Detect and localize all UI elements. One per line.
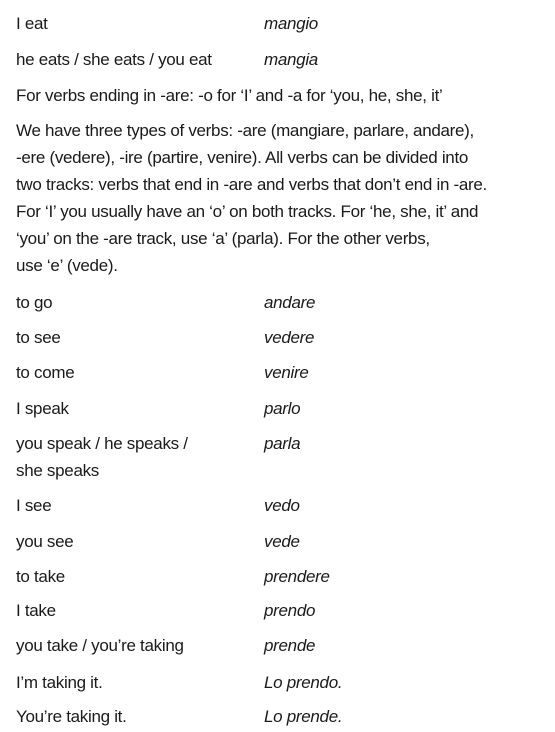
english-phrase: you take / you’re taking bbox=[16, 636, 184, 655]
explanation-line: use ‘e’ (vede). bbox=[16, 256, 118, 275]
explanation-line: We have three types of verbs: -are (mangiare, parlare, andare), bbox=[16, 121, 474, 140]
vocab-row bbox=[16, 430, 546, 486]
english-phrase: I eat bbox=[16, 14, 48, 33]
italian-phrase: parlo bbox=[264, 399, 301, 418]
italian-phrase: mangia bbox=[264, 50, 318, 69]
explanation-line: For ‘I’ you usually have an ‘o’ on both tracks. For ‘he, she, it’ and bbox=[16, 202, 479, 221]
italian-phrase: prende bbox=[264, 636, 316, 655]
rule-note: For verbs ending in -are: -o for ‘I’ and -a for ‘you, he, she, it’ bbox=[16, 86, 443, 105]
explanation-line: ‘you’ on the -are track, use ‘a’ (parla). For the other verbs, bbox=[16, 229, 430, 248]
italian-phrase: vede bbox=[264, 532, 300, 551]
english-phrase: I speak bbox=[16, 399, 69, 418]
italian-phrase: prendo bbox=[264, 601, 316, 620]
italian-phrase: Lo prendo. bbox=[264, 673, 343, 692]
italian-phrase: Lo prende. bbox=[264, 707, 343, 726]
english-phrase: to go bbox=[16, 293, 53, 312]
italian-phrase: andare bbox=[264, 293, 316, 312]
english-phrase: he eats / she eats / you eat bbox=[16, 50, 212, 69]
english-phrase: you see bbox=[16, 532, 74, 551]
italian-phrase: vedere bbox=[264, 328, 315, 347]
english-phrase: to see bbox=[16, 328, 61, 347]
english-phrase: I see bbox=[16, 496, 52, 515]
italian-phrase: vedo bbox=[264, 496, 300, 515]
english-phrase: you speak / he speaks / bbox=[16, 434, 188, 453]
english-phrase: You’re taking it. bbox=[16, 707, 127, 726]
italian-phrase: venire bbox=[264, 363, 309, 382]
english-phrase: to take bbox=[16, 567, 65, 586]
english-phrase: I take bbox=[16, 601, 56, 620]
english-phrase: to come bbox=[16, 363, 75, 382]
english-phrase-continuation: she speaks bbox=[16, 461, 99, 480]
italian-phrase: mangio bbox=[264, 14, 318, 33]
explanation-line: two tracks: verbs that end in -are and verbs that don’t end in -are. bbox=[16, 175, 487, 194]
explanation-paragraph bbox=[16, 117, 541, 279]
explanation-line: -ere (vedere), -ire (partire, venire). All verbs can be divided into bbox=[16, 148, 469, 167]
italian-phrase: parla bbox=[264, 434, 301, 453]
italian-phrase: prendere bbox=[264, 567, 330, 586]
english-phrase: I’m taking it. bbox=[16, 673, 103, 692]
